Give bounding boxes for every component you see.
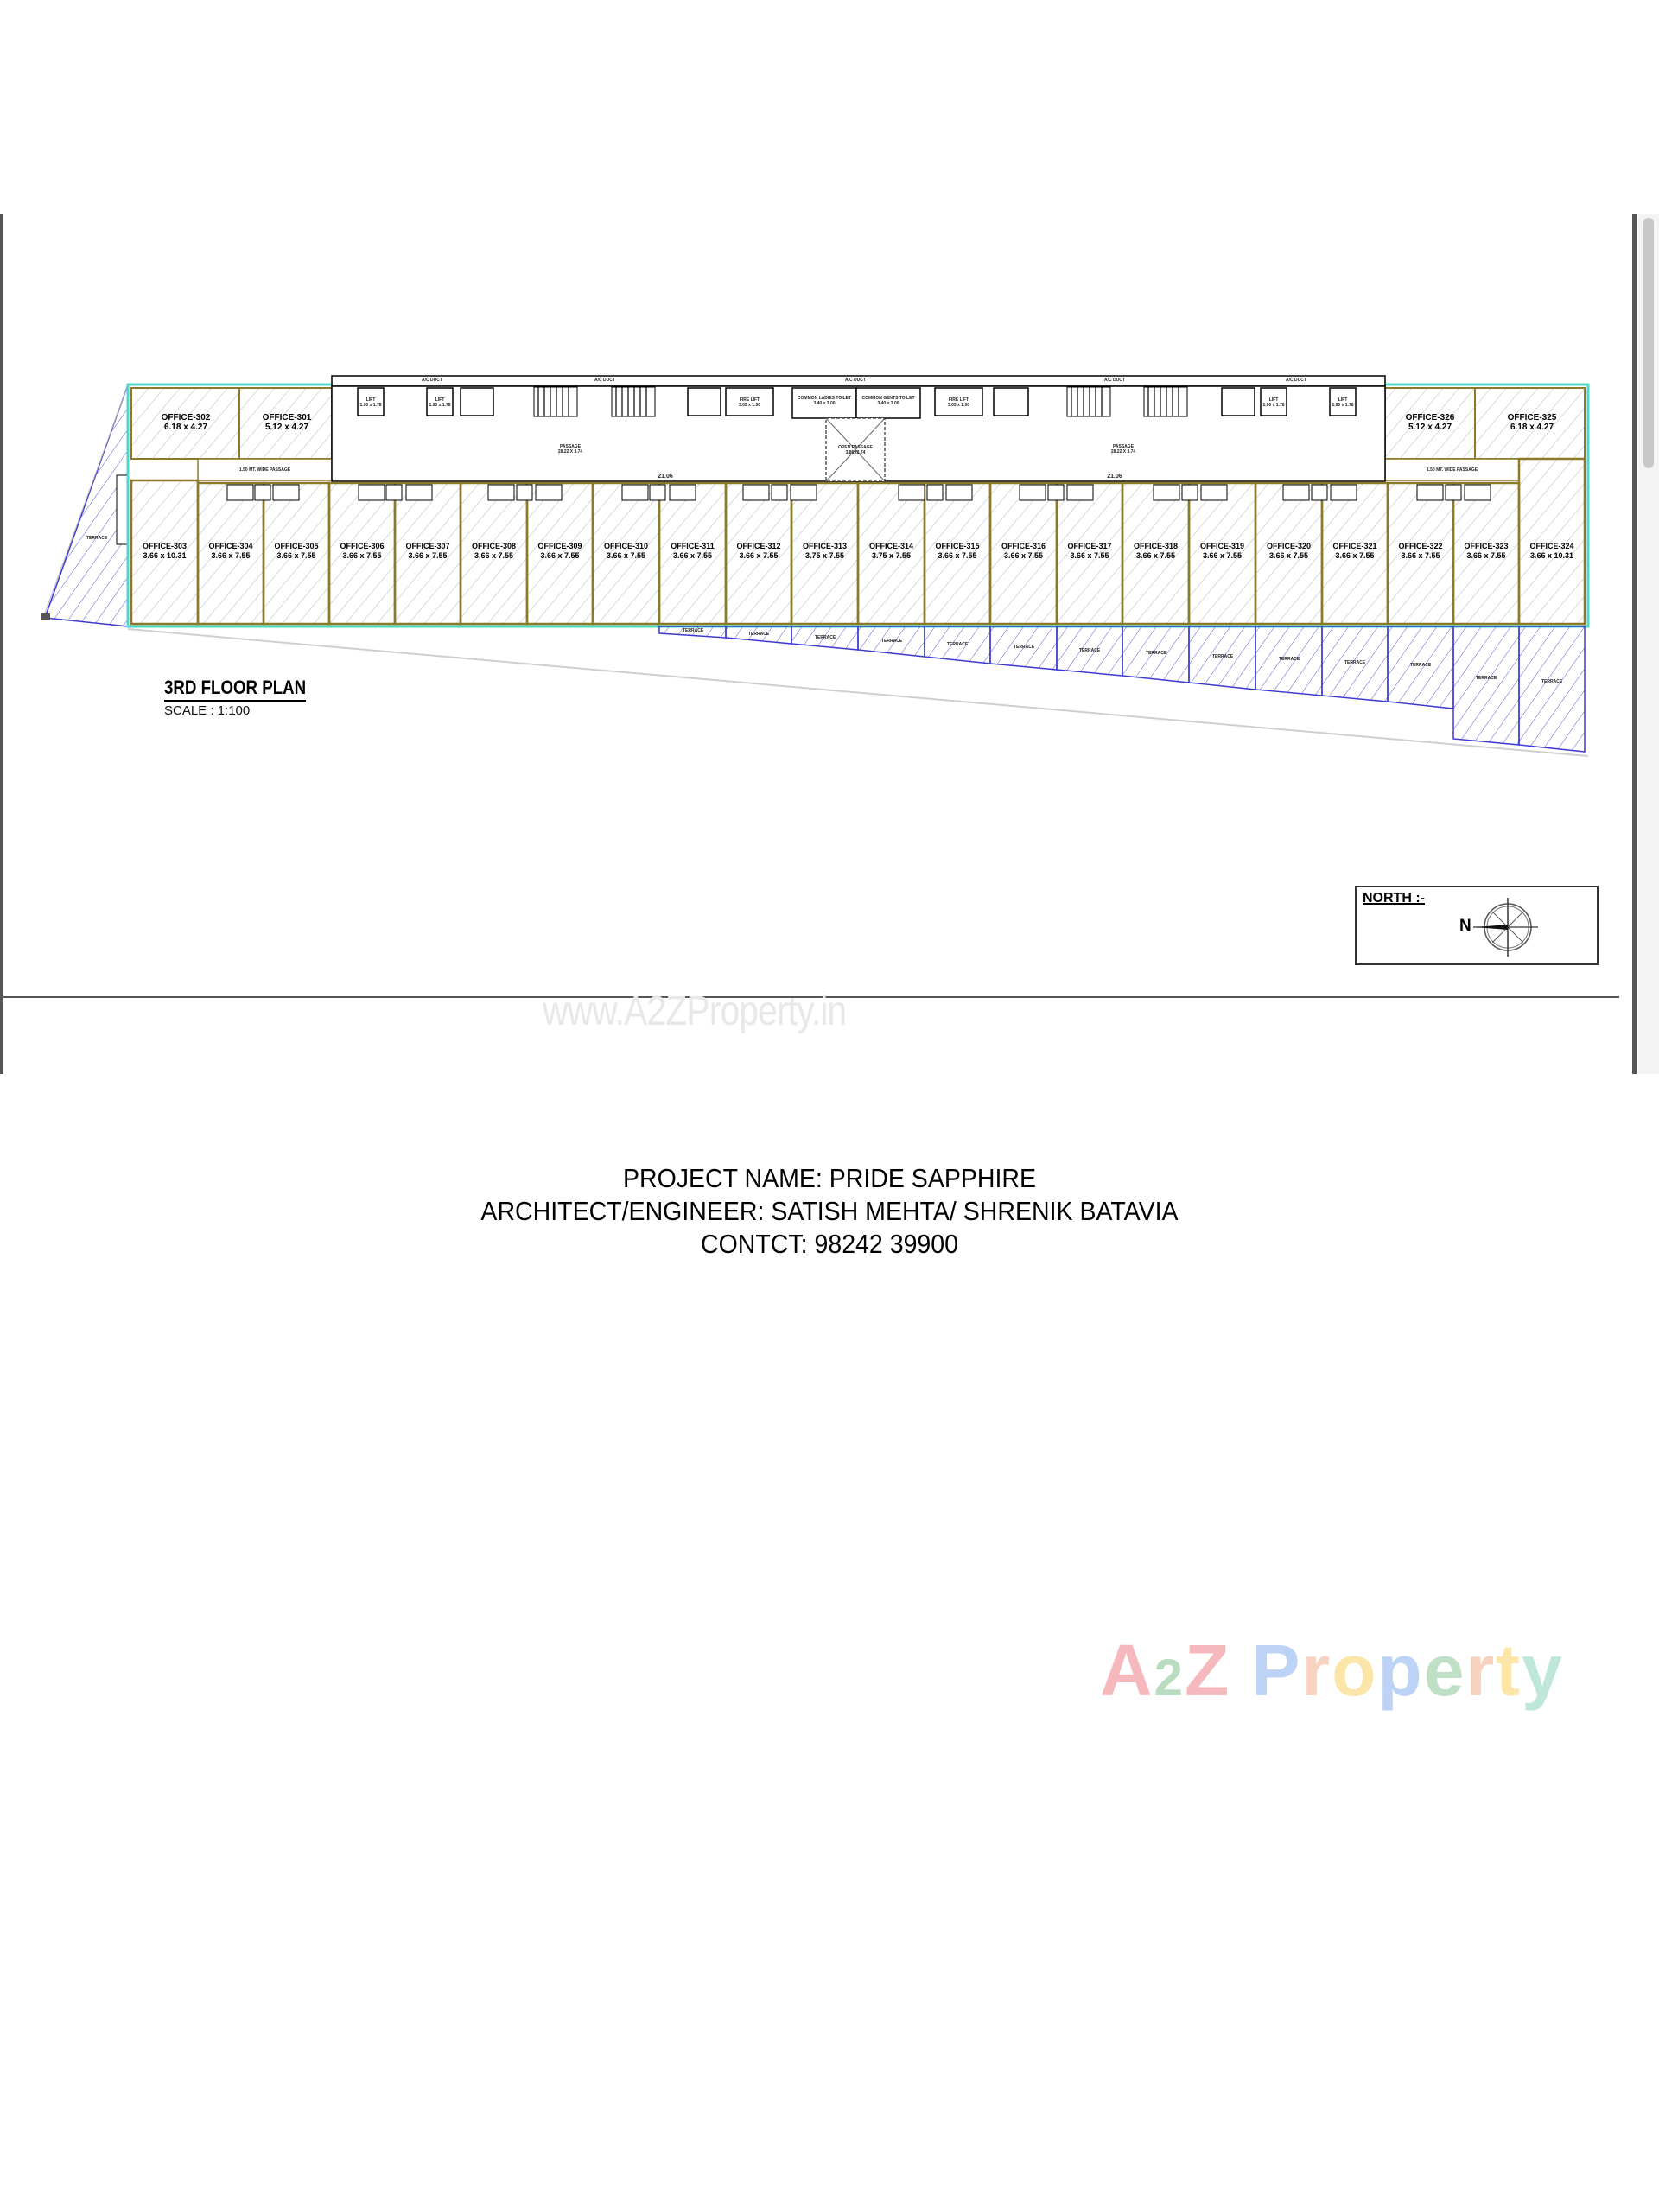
office-308-label: OFFICE-308 3.66 x 7.55 (471, 542, 516, 560)
ac-duct-label: A/C DUCT (1104, 378, 1125, 383)
office-302-label: OFFICE-302 6.18 x 4.27 (161, 413, 211, 432)
office-304-label: OFFICE-304 3.66 x 7.55 (208, 542, 253, 560)
office-326-label: OFFICE-326 5.12 x 4.27 (1405, 413, 1455, 432)
common-ladies-toilet-label: COMMON LADIES TOILET 3.40 x 3.00 (797, 396, 852, 406)
logo-letter: r (1465, 1630, 1497, 1711)
terrace-label: TERRACE (1279, 657, 1300, 662)
logo-letter: p (1377, 1630, 1424, 1711)
fire-lift-label: FIRE LIFT 3.03 x 1.90 (738, 397, 761, 408)
bottom-terraces (659, 626, 1585, 752)
fire-lift-label: FIRE LIFT 3.03 x 1.90 (947, 397, 970, 408)
lift-label: LIFT 1.90 x 1.78 (429, 397, 451, 408)
plan-title: 3RD FLOOR PLAN (164, 677, 306, 702)
office-314-label: OFFICE-314 3.75 x 7.55 (868, 542, 913, 560)
office-312-label: OFFICE-312 3.66 x 7.55 (736, 542, 781, 560)
terrace-label: TERRACE (1410, 663, 1432, 668)
ac-duct-label: A/C DUCT (845, 378, 866, 383)
lift-label: LIFT 1.90 x 1.78 (1332, 397, 1354, 408)
wide-passage-label: 1.50 MT. WIDE PASSAGE (1426, 467, 1478, 473)
office-321-label: OFFICE-321 3.66 x 7.55 (1332, 542, 1377, 560)
terrace-left (45, 385, 128, 626)
terrace-label: TERRACE (815, 635, 836, 640)
terrace-label: TERRACE (683, 628, 704, 633)
logo-letter: e (1423, 1630, 1466, 1711)
plan-scale: SCALE : 1:100 (164, 703, 251, 718)
terrace-label: TERRACE (86, 536, 108, 541)
logo-letter: r (1301, 1630, 1332, 1711)
terrace-label: TERRACE (748, 632, 770, 637)
office-322-label: OFFICE-322 3.66 x 7.55 (1398, 542, 1443, 560)
terrace-label: TERRACE (1014, 645, 1035, 650)
lift-label: LIFT 1.90 x 1.78 (359, 397, 382, 408)
project-name: PROJECT NAME: PRIDE SAPPHIRE (622, 1163, 1037, 1193)
terrace-label: TERRACE (881, 639, 903, 644)
terrace-label: TERRACE (1541, 679, 1563, 684)
dimension-label: 21.06 (1107, 474, 1122, 480)
compass-icon (1473, 894, 1542, 960)
terrace-label: TERRACE (1212, 654, 1234, 659)
office-315-label: OFFICE-315 3.66 x 7.55 (935, 542, 980, 560)
office-301-label: OFFICE-301 5.12 x 4.27 (262, 413, 312, 432)
logo-letter: o (1332, 1630, 1378, 1711)
wide-passage-label: 1.50 MT. WIDE PASSAGE (238, 467, 291, 473)
north-label: NORTH :- (1363, 891, 1425, 906)
terrace-label: TERRACE (1146, 651, 1167, 656)
lift-label: LIFT 1.90 x 1.78 (1262, 397, 1285, 408)
logo-letter: y (1522, 1630, 1564, 1711)
north-indicator (1355, 886, 1599, 965)
terrace-label: TERRACE (947, 642, 969, 647)
ac-duct-label: A/C DUCT (594, 378, 615, 383)
logo-letter: A (1100, 1630, 1154, 1711)
office-309-label: OFFICE-309 3.66 x 7.55 (537, 542, 582, 560)
office-319-label: OFFICE-319 3.66 x 7.55 (1199, 542, 1244, 560)
open-passage-label: OPEN PASSAGE 3.86X0.74 (838, 445, 873, 455)
office-316-label: OFFICE-316 3.66 x 7.55 (1001, 542, 1046, 560)
passage-label: PASSAGE 28.22 X 3.74 (1110, 444, 1136, 454)
office-320-label: OFFICE-320 3.66 x 7.55 (1266, 542, 1311, 560)
project-architect: ARCHITECT/ENGINEER: SATISH MEHTA/ SHRENIK BATAVIA (480, 1196, 1179, 1226)
office-303-label: OFFICE-303 3.66 x 10.31 (142, 542, 187, 560)
plan-title-block (164, 677, 331, 718)
terrace-label: TERRACE (1476, 676, 1497, 681)
terrace-label: TERRACE (1344, 660, 1366, 665)
ac-duct-label: A/C DUCT (422, 378, 442, 383)
ac-duct-label: A/C DUCT (1286, 378, 1306, 383)
logo-letter: Z (1185, 1630, 1231, 1711)
terrace-label: TERRACE (1079, 648, 1101, 653)
office-305-label: OFFICE-305 3.66 x 7.55 (274, 542, 319, 560)
dimension-label: 21.06 (658, 474, 673, 480)
office-307-label: OFFICE-307 3.66 x 7.55 (405, 542, 450, 560)
office-306-label: OFFICE-306 3.66 x 7.55 (340, 542, 385, 560)
office-313-label: OFFICE-313 3.75 x 7.55 (802, 542, 847, 560)
office-311-label: OFFICE-311 3.66 x 7.55 (671, 542, 715, 560)
office-310-label: OFFICE-310 3.66 x 7.55 (603, 542, 648, 560)
logo-letter: t (1496, 1630, 1522, 1711)
project-contact: CONTCT: 98242 39900 (700, 1229, 959, 1259)
office-325-label: OFFICE-325 6.18 x 4.27 (1507, 413, 1557, 432)
logo-letter: 2 (1154, 1649, 1185, 1707)
logo-letter: P (1251, 1630, 1302, 1711)
project-info (0, 1162, 1659, 1261)
floor-plan-drawing (0, 0, 1659, 778)
common-gents-toilet-label: COMMON GENTS TOILET 3.40 x 3.00 (861, 396, 915, 406)
office-318-label: OFFICE-318 3.66 x 7.55 (1133, 542, 1178, 560)
office-317-label: OFFICE-317 3.66 x 7.55 (1067, 542, 1112, 560)
passage-label: PASSAGE 28.22 X 3.74 (557, 444, 583, 454)
north-letter: N (1459, 917, 1471, 935)
office-323-label: OFFICE-323 3.66 x 7.55 (1464, 542, 1509, 560)
watermark-url: www.A2ZProperty.in (543, 988, 847, 1034)
office-324-label: OFFICE-324 3.66 x 10.31 (1529, 542, 1574, 560)
watermark-logo (1100, 1629, 1564, 1713)
